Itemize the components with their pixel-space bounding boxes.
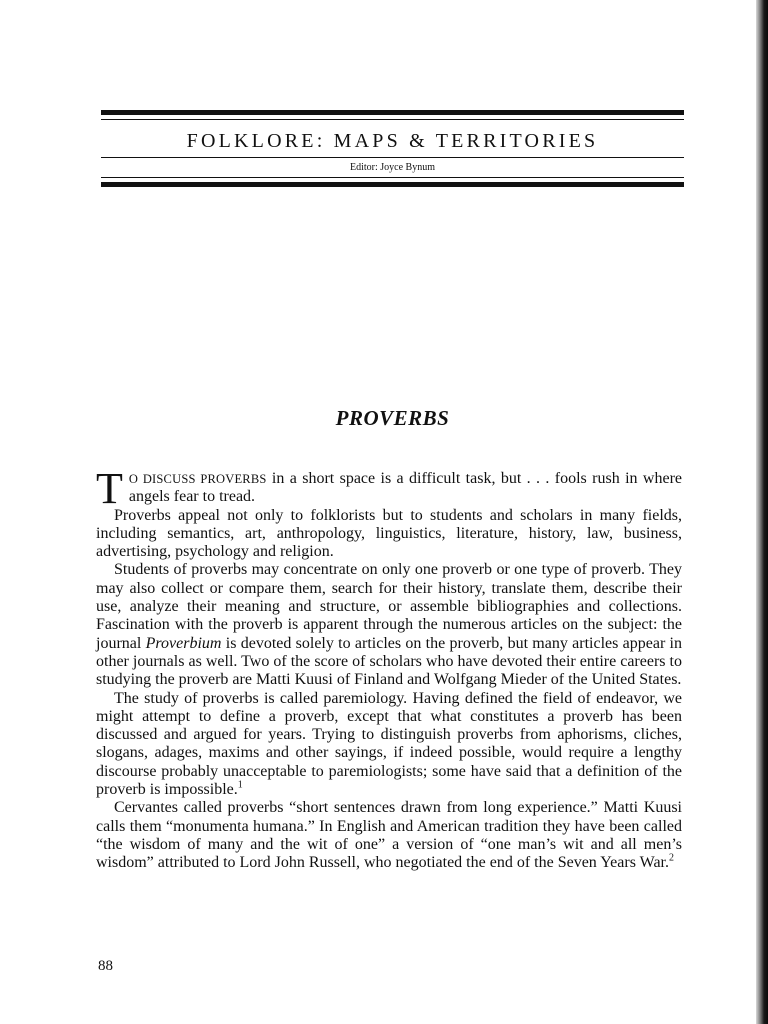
paragraph-3 [96,561,682,689]
paragraph-3-part-2: is devoted solely to articles on the proverb, but many articles appear in other journals as well. Two of the score of scholars who have devoted their entire careers to studying the proverb are Matti Kuusi of Finland and Wolfgang Mieder of the United States. [96,634,683,689]
paragraph-3-part-1: Students of proverbs may concentrate on only one proverb or one type of proverb. They may also collect or compare them, search for their history, translate them, describe their use, analyze their meaning and structure, or assemble bibliographies and collections. Fascination with the proverb is apparent through the numerous articles on the subject: the journal [96,561,682,652]
paragraph-5 [96,799,682,872]
page-edge-shadow [756,0,768,1024]
masthead-editor: Editor: Joyce Bynum [350,162,435,173]
paragraph-4 [96,690,682,800]
top-thin-rule [101,119,684,120]
bottom-thick-rule [101,182,684,187]
bottom-thin-rule [101,177,684,178]
top-thick-rule [101,110,684,115]
drop-cap: T [96,464,123,513]
article-title: PROVERBS [335,406,450,430]
paragraph-4-text: The study of proverbs is called paremiology. Having defined the field of endeavor, we might attempt to define a proverb, except that what constitutes a proverb has been discussed and argued for years. Trying to distinguish proverbs from aphorisms, cliches, slogans, adages, maxims and other sayings, if indeed possible, would require a lengthy discourse probably unacceptable to paremiologists; some have said that a definition of the proverb is impossible. [96,689,682,799]
paragraph-1 [96,464,682,513]
footnote-ref-1[interactable]: 1 [237,779,243,791]
middle-thin-rule [101,157,684,158]
paragraph-5-text: Cervantes called proverbs “short sentences drawn from long experience.” Matti Kuusi calls them “monumenta humana.” In English and American tradition they have been called “the wisdom of many and the wit of one” a version of “one man’s wit and all men’s wisdom” attributed to Lord John Russell, who negotiated the end of the Seven Years War. [96,799,682,872]
paragraph-2: Proverbs appeal not only to folklorists but to students and scholars in many fields, including semantics, art, anthropology, linguistics, literature, history, law, business, advertising, psychology and religion. [96,506,682,561]
masthead-title: FOLKLORE: MAPS & TERRITORIES [186,130,599,152]
footnote-ref-2[interactable]: 2 [669,852,674,864]
journal-title: Proverbium [145,634,222,652]
lead-smallcaps: O DISCUSS PROVERBS [128,472,267,486]
lead-text: in a short space is a difficult task, but . . . fools rush in where angels fear to tread. [128,470,682,506]
page-number: 88 [98,958,113,974]
article-body [96,464,683,873]
